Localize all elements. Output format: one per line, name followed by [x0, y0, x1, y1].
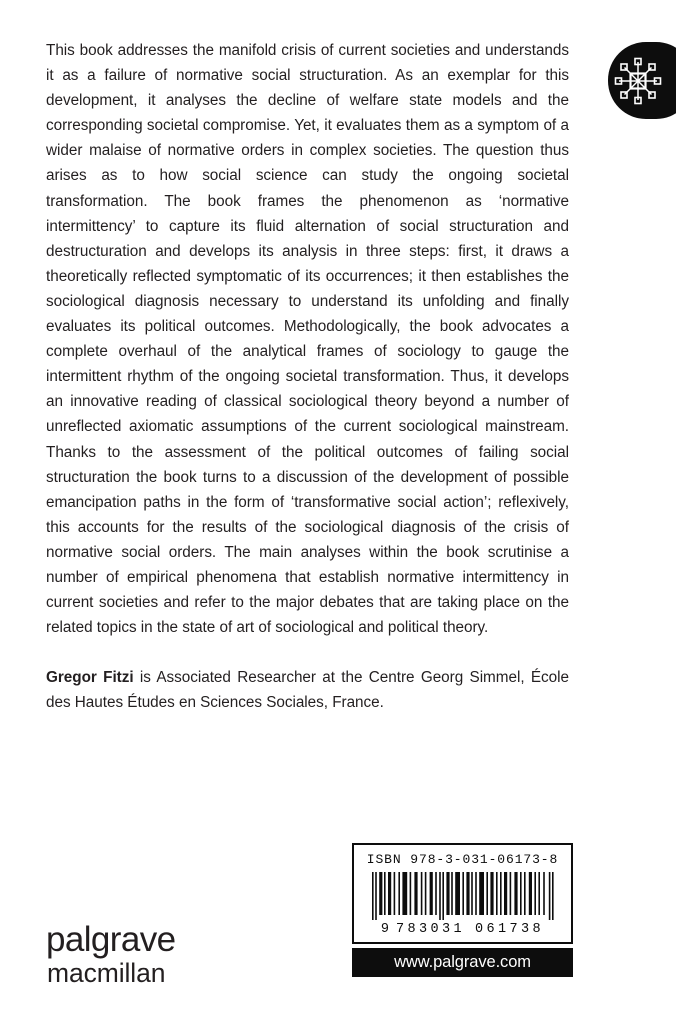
barcode-bars — [372, 872, 554, 920]
isbn-text: ISBN 978-3-031-06173-8 — [366, 852, 559, 867]
barcode-digits — [354, 922, 571, 937]
publisher-url-bar[interactable]: www.palgrave.com — [352, 948, 573, 977]
barcode-digits-right: 061738 — [475, 922, 545, 937]
author-name: Gregor Fitzi — [46, 669, 134, 687]
back-cover-blurb — [46, 38, 569, 715]
palgrave-brand-badge — [608, 42, 676, 119]
isbn-barcode-block — [352, 843, 573, 977]
barcode-digit-lead: 9 — [380, 922, 390, 937]
barcode-panel — [352, 843, 573, 944]
wordmark-macmillan: macmillan — [47, 958, 166, 988]
publisher-wordmark — [46, 922, 175, 987]
wordmark-palgrave: palgrave — [46, 920, 176, 959]
blurb-paragraph: This book addresses the manifold crisis of current societies and understands it as a failure of normative social structuration. As an exemplar for this development, it analyses the decline of welfare state models and the corresponding societal compromise. Yet, it evaluates them as a symptom of a wider malaise of normative orders in complex societies. The question thus arises as to how social science can study the ongoing societal transformation. The book frames the phenomenon as ‘normative intermittency’ to capture its fluid alternation of social structuration and destructuration and develops its analysis in three steps: first, it draws a theoretically reflected symptomatic of its occurrences; it then establishes the sociological diagnosis necessary to understand its unfolding and finally evaluates its political outcomes. Methodologically, the book advocates a complete overhaul of the analytical frames of sociology to gauge the intermittent rhythm of the ongoing societal transformation. Thus, it develops an innovative reading of classical sociological theory beyond a number of unreflected axiomatic assumptions of the current sociological mainstream. Thanks to the assessment of the political outcomes of failing social structuration the book turns to a discussion of the development of possible emancipation paths in the form of ‘transformative social action’; reflexively, this accounts for the results of the sociological diagnosis of the crisis of normative social orders. The main analyses within the book scrutinise a number of empirical phenomena that establish normative intermittency in current societies and refer to the major debates that are taking place on the related topics in the state of art of sociological and political theory. — [46, 42, 569, 637]
author-bio — [46, 665, 569, 715]
author-affiliation: is Associated Researcher at the Centre Georg Simmel, École des Hautes Études en Sciences Sociales, France. — [46, 669, 569, 712]
palgrave-node-starburst-icon — [612, 55, 664, 107]
barcode-digits-left: 783031 — [396, 922, 466, 937]
